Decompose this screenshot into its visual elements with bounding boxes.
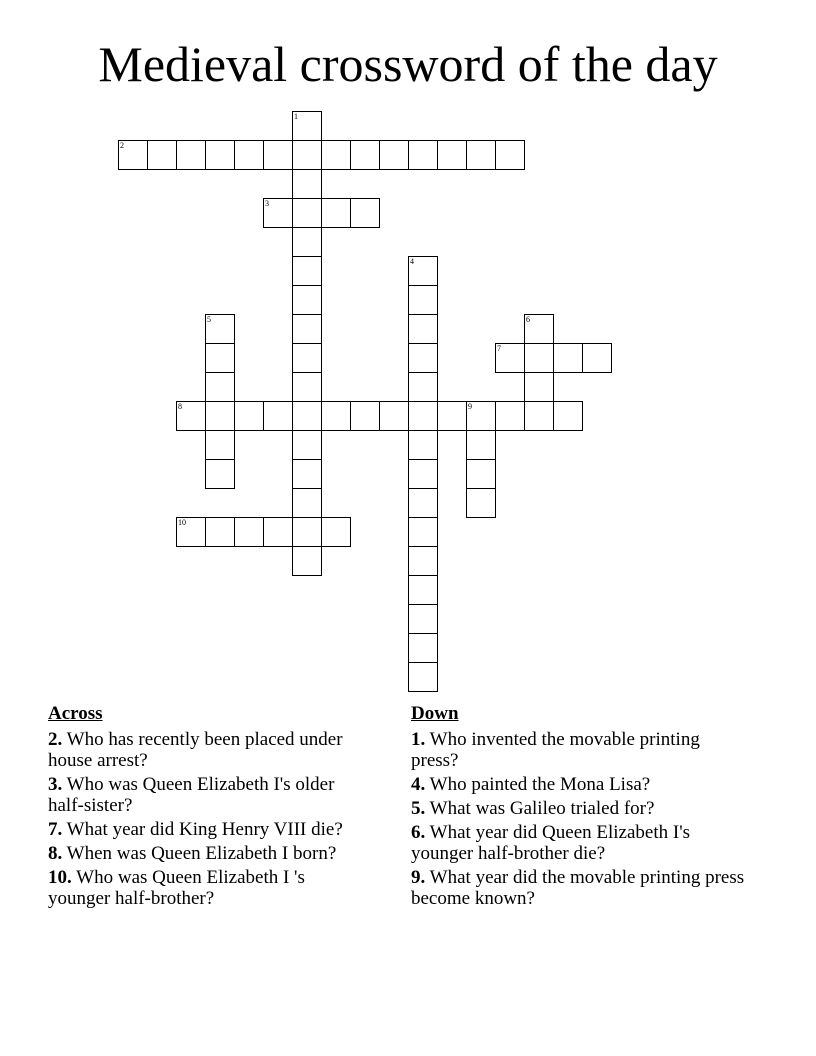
cell-number: 7	[497, 344, 501, 353]
crossword-cell[interactable]	[466, 401, 496, 431]
crossword-cell[interactable]	[408, 140, 438, 170]
clue-text: What year did Queen Elizabeth I's younger half-brother die?	[411, 822, 691, 864]
clue-number: 8.	[48, 843, 63, 864]
cell-number: 9	[468, 402, 472, 411]
down-clue	[411, 822, 751, 864]
clue-text: Who painted the Mona Lisa?	[429, 774, 651, 795]
crossword-cell[interactable]	[292, 459, 322, 489]
crossword-cell[interactable]	[321, 401, 351, 431]
cell-number: 10	[178, 518, 186, 527]
clue-number: 4.	[411, 774, 426, 795]
crossword-cell[interactable]	[466, 430, 496, 460]
crossword-cell[interactable]	[263, 517, 293, 547]
crossword-cell[interactable]	[292, 169, 322, 199]
crossword-cell[interactable]	[292, 285, 322, 315]
crossword-cell[interactable]	[379, 140, 409, 170]
crossword-cell[interactable]	[205, 517, 235, 547]
crossword-cell[interactable]	[292, 372, 322, 402]
crossword-cell[interactable]	[321, 198, 351, 228]
crossword-cell[interactable]	[234, 140, 264, 170]
crossword-cell[interactable]	[553, 401, 583, 431]
clue-number: 3.	[48, 774, 63, 795]
crossword-cell[interactable]	[524, 372, 554, 402]
crossword-cell[interactable]	[205, 140, 235, 170]
down-heading: Down	[411, 703, 459, 724]
crossword-cell[interactable]	[495, 140, 525, 170]
crossword-cell[interactable]	[205, 459, 235, 489]
down-clue	[411, 729, 751, 771]
crossword-cell[interactable]	[408, 343, 438, 373]
crossword-cell[interactable]	[437, 140, 467, 170]
crossword-cell[interactable]	[292, 430, 322, 460]
crossword-cell[interactable]	[321, 517, 351, 547]
crossword-cell[interactable]	[408, 256, 438, 286]
cell-number: 1	[294, 112, 298, 121]
crossword-cell[interactable]	[292, 546, 322, 576]
crossword-cell[interactable]	[292, 314, 322, 344]
across-clue	[48, 867, 368, 909]
clue-text: Who invented the movable printing press?	[411, 729, 700, 771]
clue-text: Who has recently been placed under house arrest?	[48, 729, 343, 771]
cell-number: 4	[410, 257, 414, 266]
down-clues	[411, 703, 751, 912]
clue-text: Who was Queen Elizabeth I's older half-sister?	[48, 774, 335, 816]
crossword-cell[interactable]	[321, 140, 351, 170]
crossword-cell[interactable]	[408, 575, 438, 605]
across-clue	[48, 819, 368, 840]
across-clues	[48, 703, 368, 912]
down-clue	[411, 798, 751, 819]
crossword-cell[interactable]	[205, 343, 235, 373]
clue-text: Who was Queen Elizabeth I 's younger half-brother?	[48, 867, 305, 909]
crossword-cell[interactable]	[495, 401, 525, 431]
crossword-cell[interactable]	[205, 372, 235, 402]
crossword-cell[interactable]	[292, 140, 322, 170]
crossword-cell[interactable]	[437, 401, 467, 431]
crossword-cell[interactable]	[350, 198, 380, 228]
cell-number: 8	[178, 402, 182, 411]
crossword-cell[interactable]	[292, 111, 322, 141]
crossword-cell[interactable]	[466, 140, 496, 170]
crossword-cell[interactable]	[176, 517, 206, 547]
crossword-cell[interactable]	[524, 314, 554, 344]
crossword-cell[interactable]	[118, 140, 148, 170]
crossword-cell[interactable]	[408, 546, 438, 576]
across-heading: Across	[48, 703, 103, 724]
crossword-cell[interactable]	[292, 227, 322, 257]
crossword-cell[interactable]	[292, 488, 322, 518]
clue-number: 6.	[411, 822, 426, 843]
cell-number: 2	[120, 141, 124, 150]
crossword-cell[interactable]	[263, 401, 293, 431]
crossword-cell[interactable]	[292, 401, 322, 431]
crossword-cell[interactable]	[408, 604, 438, 634]
crossword-cell[interactable]	[147, 140, 177, 170]
crossword-cell[interactable]	[350, 401, 380, 431]
crossword-cell[interactable]	[408, 430, 438, 460]
crossword-cell[interactable]	[234, 401, 264, 431]
page-title: Medieval crossword of the day	[98, 36, 718, 92]
crossword-cell[interactable]	[524, 401, 554, 431]
crossword-cell[interactable]	[408, 488, 438, 518]
crossword-cell[interactable]	[553, 343, 583, 373]
crossword-cell[interactable]	[408, 285, 438, 315]
crossword-cell[interactable]	[292, 343, 322, 373]
clue-number: 10.	[48, 867, 72, 888]
crossword-cell[interactable]	[408, 401, 438, 431]
crossword-cell[interactable]	[408, 314, 438, 344]
clue-number: 2.	[48, 729, 63, 750]
crossword-cell[interactable]	[408, 372, 438, 402]
crossword-cell[interactable]	[205, 314, 235, 344]
down-clue	[411, 774, 751, 795]
clue-number: 7.	[48, 819, 63, 840]
crossword-cell[interactable]	[379, 401, 409, 431]
crossword-cell[interactable]	[176, 140, 206, 170]
crossword-cell[interactable]	[292, 517, 322, 547]
across-clue	[48, 774, 368, 816]
crossword-cell[interactable]	[408, 662, 438, 692]
clue-number: 5.	[411, 798, 426, 819]
crossword-cell[interactable]	[408, 633, 438, 663]
clue-text: What year did the movable printing press become known?	[411, 867, 745, 909]
cell-number: 5	[207, 315, 211, 324]
crossword-cell[interactable]	[205, 401, 235, 431]
clue-text: When was Queen Elizabeth I born?	[66, 843, 337, 864]
crossword-cell[interactable]	[466, 488, 496, 518]
crossword-cell[interactable]	[495, 343, 525, 373]
across-clue	[48, 729, 368, 771]
crossword-cell[interactable]	[524, 343, 554, 373]
crossword-cell[interactable]	[582, 343, 612, 373]
across-clue	[48, 843, 368, 864]
cell-number: 6	[526, 315, 530, 324]
clue-number: 9.	[411, 867, 426, 888]
crossword-cell[interactable]	[263, 140, 293, 170]
crossword-cell[interactable]	[176, 401, 206, 431]
crossword-cell[interactable]	[292, 198, 322, 228]
crossword-cell[interactable]	[205, 430, 235, 460]
crossword-cell[interactable]	[350, 140, 380, 170]
crossword-cell[interactable]	[408, 459, 438, 489]
clue-text: What year did King Henry VIII die?	[66, 819, 343, 840]
clue-number: 1.	[411, 729, 426, 750]
down-clue	[411, 867, 751, 909]
crossword-cell[interactable]	[408, 517, 438, 547]
crossword-cell[interactable]	[292, 256, 322, 286]
clue-text: What was Galileo trialed for?	[429, 798, 655, 819]
crossword-cell[interactable]	[234, 517, 264, 547]
cell-number: 3	[265, 199, 269, 208]
crossword-cell[interactable]	[466, 459, 496, 489]
crossword-cell[interactable]	[263, 198, 293, 228]
